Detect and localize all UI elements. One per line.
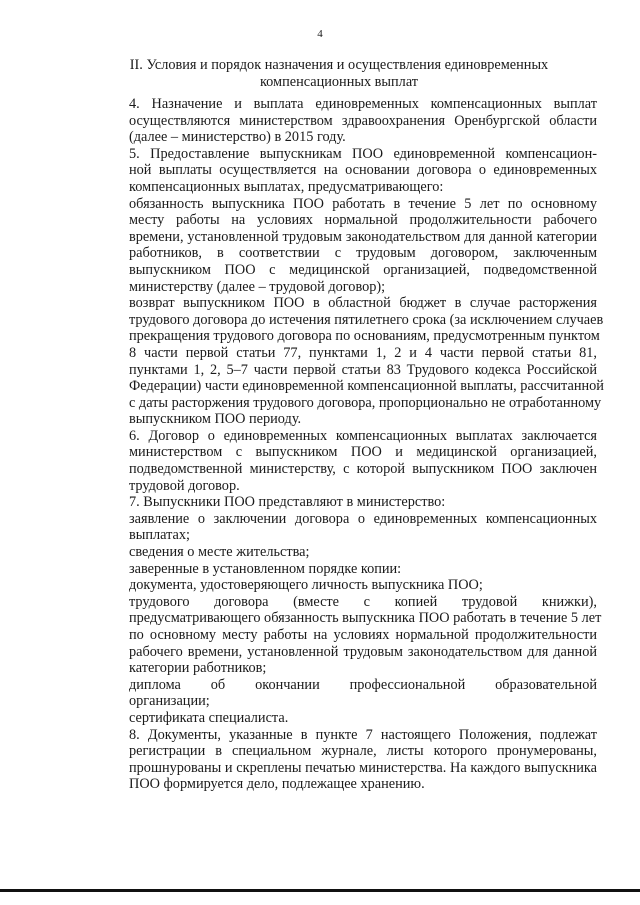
paragraph-line: 5. Предоставление выпускникам ПОО единовременной компенсацион- xyxy=(129,145,597,162)
paragraph xyxy=(91,146,597,196)
paragraph xyxy=(91,511,597,544)
paragraph-line: регистрации в специальном журнале, листы которого пронумерованы, xyxy=(129,743,597,760)
paragraph xyxy=(91,727,597,793)
paragraph-line: 4. Назначение и выплата единовременных компенсационных выплат xyxy=(129,96,597,112)
paragraph-line: возврат выпускником ПОО в областной бюджет в случае расторжения xyxy=(129,295,597,312)
paragraph-line: категории работников; xyxy=(129,660,267,677)
section-title xyxy=(112,57,566,90)
paragraph-line: сертификата специалиста. xyxy=(129,709,289,726)
paragraph xyxy=(91,710,597,727)
paragraph-line: прекращения трудового договора по основаниям, предусмотренным пунктом xyxy=(129,328,600,345)
paragraph-line: (далее – министерство) в 2015 году. xyxy=(129,129,346,146)
paragraph-line: работников, в соответствии с трудовым договором, заключенным xyxy=(129,245,597,262)
paragraph-line: трудовой договор. xyxy=(129,477,240,494)
paragraph-line: осуществляются министерством здравоохранения Оренбургской области xyxy=(129,112,597,129)
paragraph-line: с даты расторжения трудового договора, пропорционально не отработанному xyxy=(129,394,602,411)
paragraph-line: компенсационных выплатах, предусматривающего: xyxy=(129,178,444,195)
paragraph-line: рабочего времени, установленной трудовым законодательством для данной xyxy=(129,643,597,660)
paragraph-line: документа, удостоверяющего личность выпускника ПОО; xyxy=(129,577,483,594)
paragraph-line: подведомственной министерству, с которой выпускником ПОО заключен xyxy=(129,461,597,478)
paragraph-line: выпускником ПОО с медицинской организацией, подведомственной xyxy=(129,261,597,278)
paragraph xyxy=(91,494,597,511)
paragraph xyxy=(91,544,597,561)
paragraph xyxy=(91,96,597,146)
paragraph-line: заверенные в установленном порядке копии: xyxy=(129,560,402,577)
paragraph-line: ПОО формируется дело, подлежащее хранению. xyxy=(129,776,425,793)
paragraph xyxy=(91,677,597,710)
page-number: 4 xyxy=(317,28,323,40)
paragraph-line: обязанность выпускника ПОО работать в течение 5 лет по основному xyxy=(129,195,597,212)
paragraph xyxy=(91,561,597,578)
paragraph-line: выпускником ПОО периоду. xyxy=(129,411,302,428)
paragraph-line: министерством с выпускником ПОО и медицинской организацией, xyxy=(129,444,597,461)
paragraph-line: министерству (далее – трудовой договор); xyxy=(129,278,386,295)
paragraph-line: 6. Договор о единовременных компенсационных выплатах заключается xyxy=(129,427,597,444)
paragraph-line: Федерации) части единовременной компенсационной выплаты, рассчитанной xyxy=(129,378,604,395)
paragraph-line: 8. Документы, указанные в пункте 7 настоящего Положения, подлежат xyxy=(129,726,597,743)
paragraph-line: предусматривающего обязанность выпускника ПОО работать в течение 5 лет xyxy=(129,610,602,627)
paragraph-line: прошнурованы и скреплены печатью министерства. На каждого выпускника xyxy=(129,759,597,776)
paragraph-line: организации; xyxy=(129,693,210,710)
section-title-line: компенсационных выплат xyxy=(259,73,419,90)
paragraph xyxy=(91,593,602,677)
paragraph xyxy=(91,577,597,594)
paragraph xyxy=(91,196,597,296)
paragraph-line: диплома об окончании профессиональной образовательной xyxy=(129,676,597,693)
paragraph-line: заявление о заключении договора о единовременных компенсационных xyxy=(129,510,597,527)
paragraph-line: пунктами 1, 2, 5–7 части первой статьи 83 Трудового кодекса Российской xyxy=(129,361,597,378)
paragraph-line: трудового договора до истечения пятилетнего срока (за исключением случаев xyxy=(129,311,604,328)
paragraph-line: ной выплаты осуществляется на основании договора о единовременных xyxy=(129,162,597,179)
paragraph-line: сведения о месте жительства; xyxy=(129,544,310,561)
paragraph-line: времени, установленной трудовым законодательством для данной категории xyxy=(129,228,597,245)
paragraph-line: трудового договора (вместе с копией трудовой книжки), xyxy=(129,593,597,610)
paragraph-line: месту работы на условиях нормальной продолжительности рабочего xyxy=(129,212,597,229)
paragraph xyxy=(91,428,597,494)
paragraph-line: 8 части первой статьи 77, пунктами 1, 2 и 4 части первой статьи 81, xyxy=(129,344,597,361)
paragraph-line: выплатах; xyxy=(129,527,191,544)
paragraph xyxy=(91,295,604,428)
scan-edge-line xyxy=(0,889,640,892)
section-title-line: II. Условия и порядок назначения и осуществления единовременных xyxy=(129,57,549,73)
paragraph-line: 7. Выпускники ПОО представляют в министерство: xyxy=(129,494,446,511)
document-body xyxy=(91,96,604,793)
paragraph-line: по основному месту работы на условиях нормальной продолжительности xyxy=(129,627,597,643)
